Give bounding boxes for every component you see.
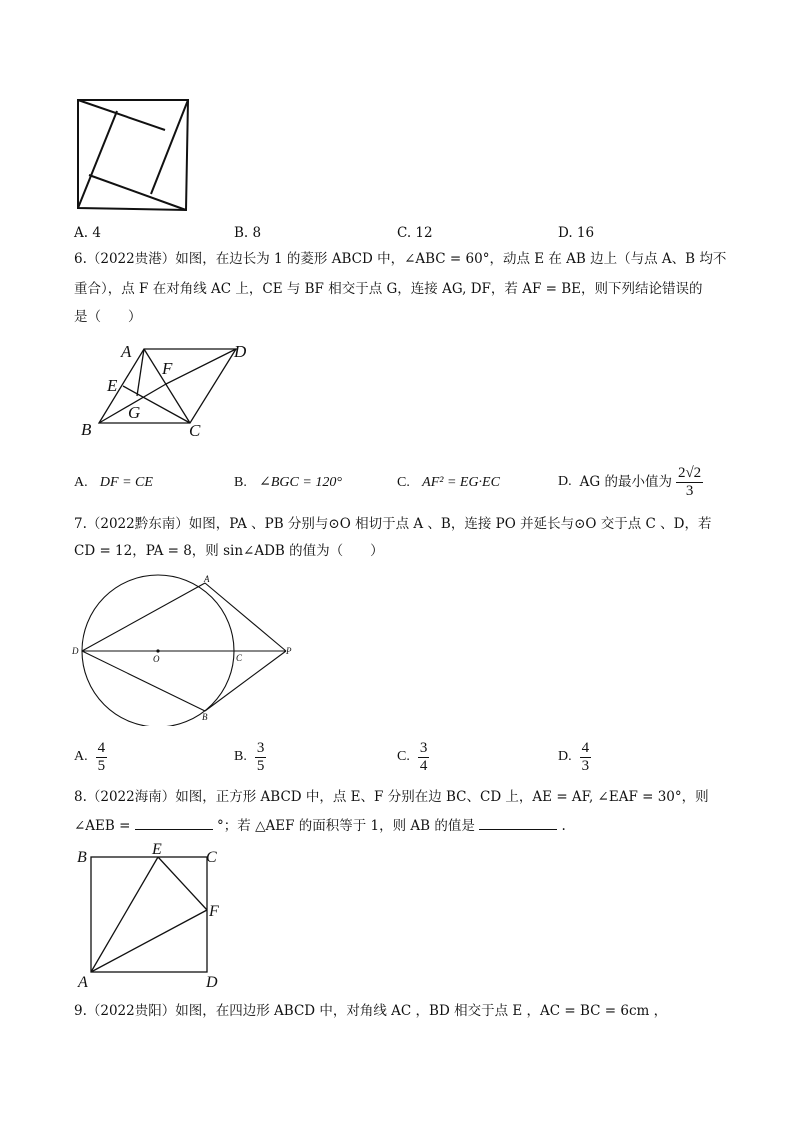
q7-figure [68,570,300,726]
q7-option-c-fraction [418,740,430,775]
q5-option-a[interactable]: A. 4 [74,225,101,241]
q7-label-b: B [202,712,208,722]
q8-segment-ef [158,857,207,910]
q7-option-a-fraction [96,740,108,775]
q5-outer-square [78,100,188,210]
q6-label-d: D [234,342,247,361]
q7-option-a-denominator: 5 [97,757,106,774]
q7-stem-line-2: CD = 12，PA = 8，则 sin∠ADB 的值为（ ） [74,543,384,559]
q6-option-a[interactable] [74,472,153,493]
q7-option-c[interactable] [397,737,429,777]
q7-option-c-numerator: 3 [419,739,428,756]
q5-line-4 [78,111,117,208]
q6-option-c[interactable] [397,472,500,493]
q7-label-c: C [236,653,243,663]
q6-option-d-numerator: 2√2 [677,464,702,481]
q6-option-b-letter: B. [234,475,247,490]
q7-option-a[interactable] [74,737,107,777]
q6-label-e: E [107,376,118,395]
q6-option-b[interactable] [234,472,342,493]
q5-option-c[interactable]: C. 12 [397,225,433,241]
q7-stem-line-1: 7.（2022黔东南）如图，PA 、PB 分别与⊙O 相切于点 A 、B，连接 PO 并延长与⊙O 交于点 C 、D，若 [74,516,712,532]
q7-option-c-denominator: 4 [419,757,428,774]
q7-line-da [82,583,205,651]
q8-stem-part-3: . [561,818,566,834]
q7-tangent-pb [205,651,286,711]
q7-option-d-letter: D. [558,749,572,764]
q7-option-b-numerator: 3 [256,739,265,756]
q5-line-2 [151,100,188,194]
q7-option-a-numerator: 4 [97,739,106,756]
q6-option-a-letter: A. [74,475,88,490]
q5-line-3 [89,175,186,210]
q9-stem-line-1: 9.（2022贵阳）如图，在四边形 ABCD 中，对角线 AC ，BD 相交于点 E ，AC = BC = 6cm ， [74,1003,668,1019]
q6-stem-line-1: 6.（2022贵港）如图，在边长为 1 的菱形 ABCD 中，∠ABC = 60°，动点 E 在 AB 边上（与点 A、B 均不 [74,251,727,267]
q8-square [91,857,207,972]
q7-label-d: D [72,646,79,656]
q5-option-d[interactable]: D. 16 [558,225,595,241]
q6-stem-line-3: 是（ ） [74,309,142,325]
q7-option-b-fraction [255,740,267,775]
q8-label-b: B [77,849,87,866]
q8-label-e: E [152,841,162,858]
q6-segment-ag [137,349,144,396]
q7-option-b-letter: B. [234,749,247,764]
q6-option-d-denominator: 3 [685,482,694,499]
q7-label-o: O [153,654,160,664]
q7-label-p: P [286,646,292,656]
q8-stem-part-1: ∠AEB = [74,818,131,834]
q6-figure [78,336,268,442]
q7-option-b[interactable] [234,737,266,777]
q6-label-b: B [81,420,92,439]
q6-option-d-fraction [676,465,703,500]
q7-option-d-numerator: 4 [581,739,590,756]
q7-option-d-denominator: 3 [581,757,590,774]
q6-stem-line-2: 重合），点 F 在对角线 AC 上，CE 与 BF 相交于点 G，连接 AG, DF，若 AF = BE，则下列结论错误的 [74,281,703,297]
q5-figure [74,96,194,214]
q8-label-d: D [206,974,218,990]
q6-option-b-text: ∠BGC = 120° [259,475,342,490]
q8-label-c: C [206,849,217,866]
q7-center-point [156,649,159,652]
q7-tangent-pa [205,583,286,651]
q8-label-f: F [209,903,219,920]
q6-option-c-text: AF² = EG·EC [422,475,500,490]
q8-stem-line-1: 8.（2022海南）如图，正方形 ABCD 中，点 E、F 分别在边 BC、CD 上，AE = AF, ∠EAF = 30°，则 [74,789,709,805]
q8-answer-blank-2[interactable] [479,815,557,830]
q6-option-d-letter: D. [558,474,572,489]
q6-label-a: A [121,342,132,361]
q7-option-d[interactable] [558,737,591,777]
q6-label-g: G [128,403,141,422]
q7-option-b-denominator: 5 [256,757,265,774]
q7-label-a: A [204,574,210,584]
q6-option-d-text: AG 的最小值为 [579,474,672,490]
q7-option-d-fraction [580,740,592,775]
q7-option-a-letter: A. [74,749,88,764]
q8-stem-part-2: °；若 △AEF 的面积等于 1，则 AB 的值是 [217,818,475,834]
q7-option-c-letter: C. [397,749,410,764]
q6-option-a-text: DF = CE [99,475,153,490]
q8-figure [72,840,232,990]
q5-option-b[interactable]: B. 8 [234,225,262,241]
q8-answer-blank-1[interactable] [135,815,213,830]
q7-line-db [82,651,205,711]
q6-label-f: F [162,359,173,378]
q6-option-d[interactable] [558,462,703,502]
q8-label-a: A [78,974,88,990]
q8-stem-line-2 [74,815,566,836]
q5-line-1 [78,100,165,130]
q6-label-c: C [189,421,201,440]
q6-option-c-letter: C. [397,475,410,490]
